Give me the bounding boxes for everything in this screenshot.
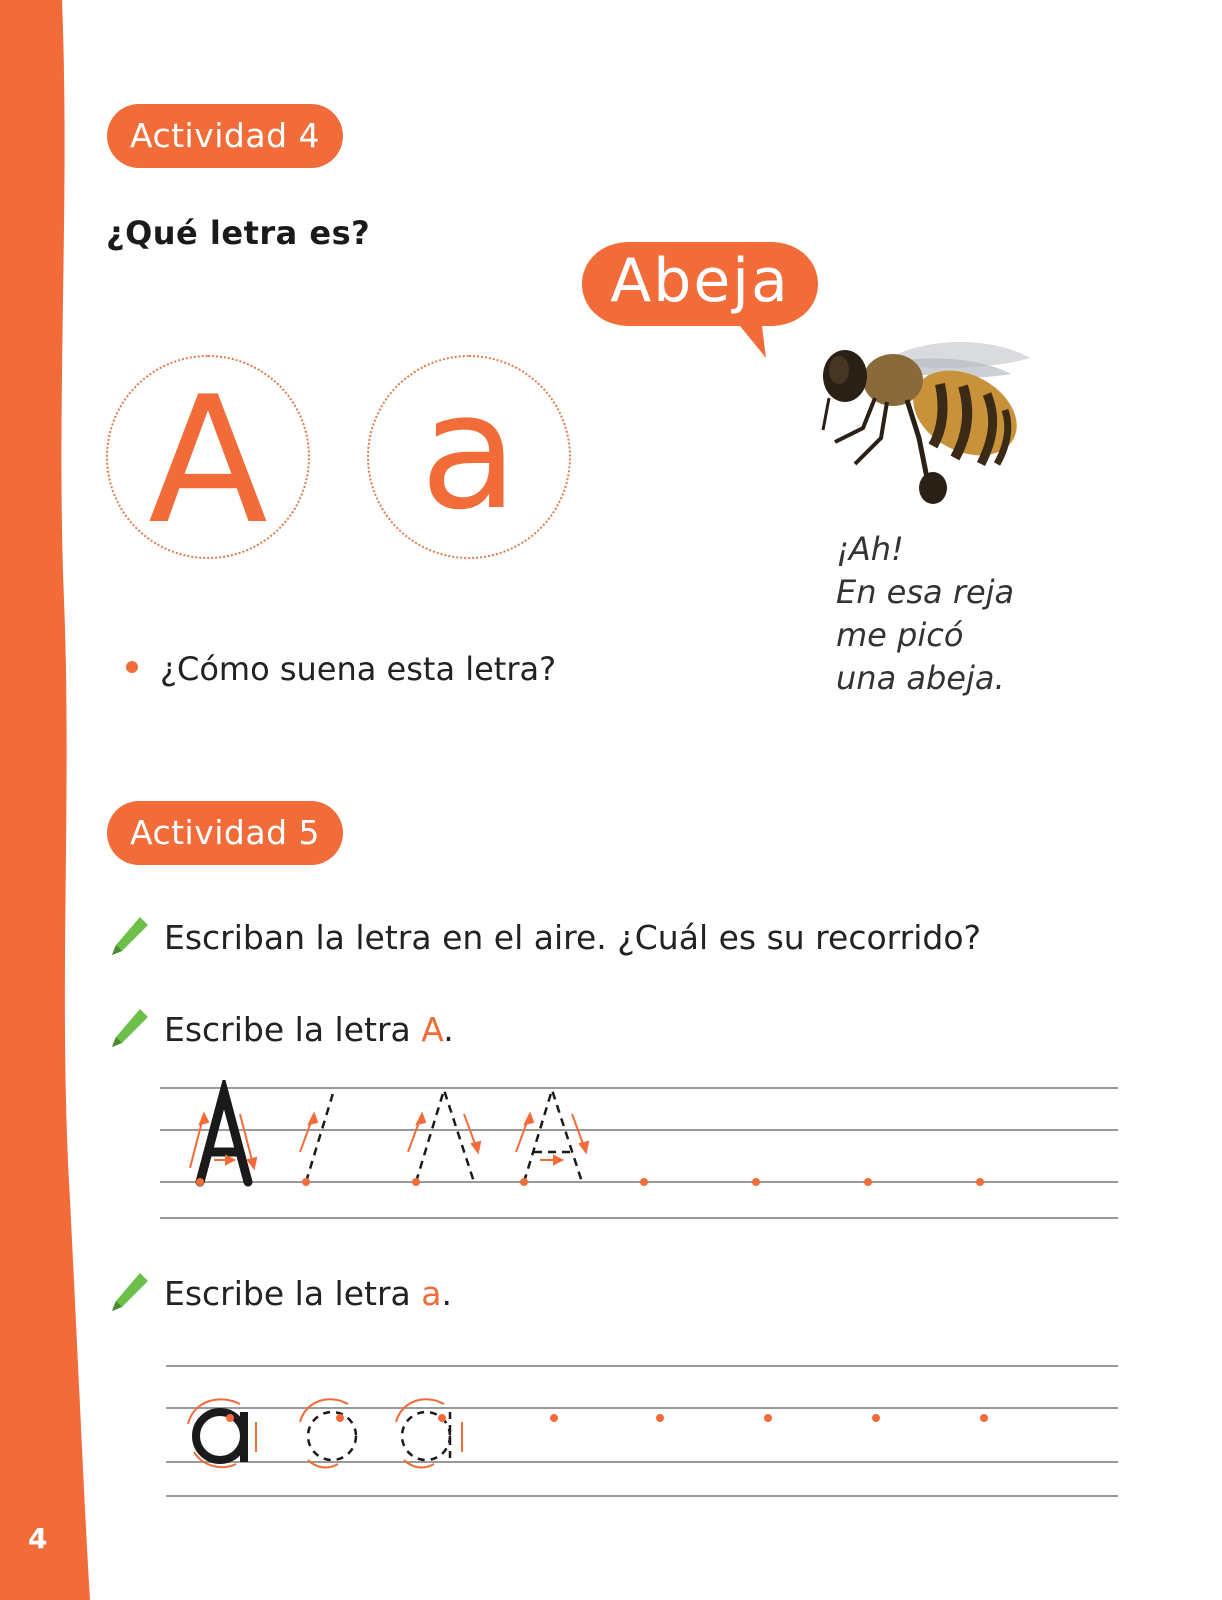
lowercase-writing-lines [160,1360,1120,1510]
model-letter-lower [196,1412,244,1462]
page-number: 4 [28,1522,48,1555]
instruction-upper-suffix: . [443,1010,454,1049]
uppercase-writing-lines [160,1080,1120,1230]
activity-4-label: Actividad 4 [107,104,343,168]
uppercase-letter-circle [106,355,310,563]
highlight-letter-upper: A [421,1010,444,1049]
instruction-upper [110,1010,454,1053]
instruction-lower-text: Escribe la letra [164,1274,422,1313]
pencil-icon [110,1271,150,1313]
pencil-icon [110,915,150,957]
instruction-upper-text: Escribe la letra [164,1010,422,1049]
lowercase-letter: a [419,358,519,545]
bubble-word: Abeja [610,246,790,316]
lowercase-letter-circle [367,355,571,559]
sound-question-text: ¿Cómo suena esta letra? [160,650,557,688]
poem-line: ¡Ah! [836,530,904,568]
poem-line: En esa reja [836,573,1015,611]
poem [836,528,1014,700]
question-heading: ¿Qué letra es? [106,214,371,252]
activity-5-label: Actividad 5 [107,801,343,865]
poem-line: me picó [836,616,964,654]
instruction-air-text: Escriban la letra en el aire. ¿Cuál es su recorrido? [164,918,982,957]
uppercase-letter: A [148,359,268,563]
side-band [0,0,100,1600]
sound-question [126,650,556,688]
bee-illustration [815,318,1035,512]
instruction-lower [110,1274,452,1317]
instruction-air [110,918,981,961]
poem-line: una abeja. [836,659,1005,697]
instruction-lower-suffix: . [441,1274,452,1313]
highlight-letter-lower: a [421,1274,442,1313]
pencil-icon [110,1007,150,1049]
bullet-icon [126,661,138,673]
model-letter-upper [200,1092,248,1182]
